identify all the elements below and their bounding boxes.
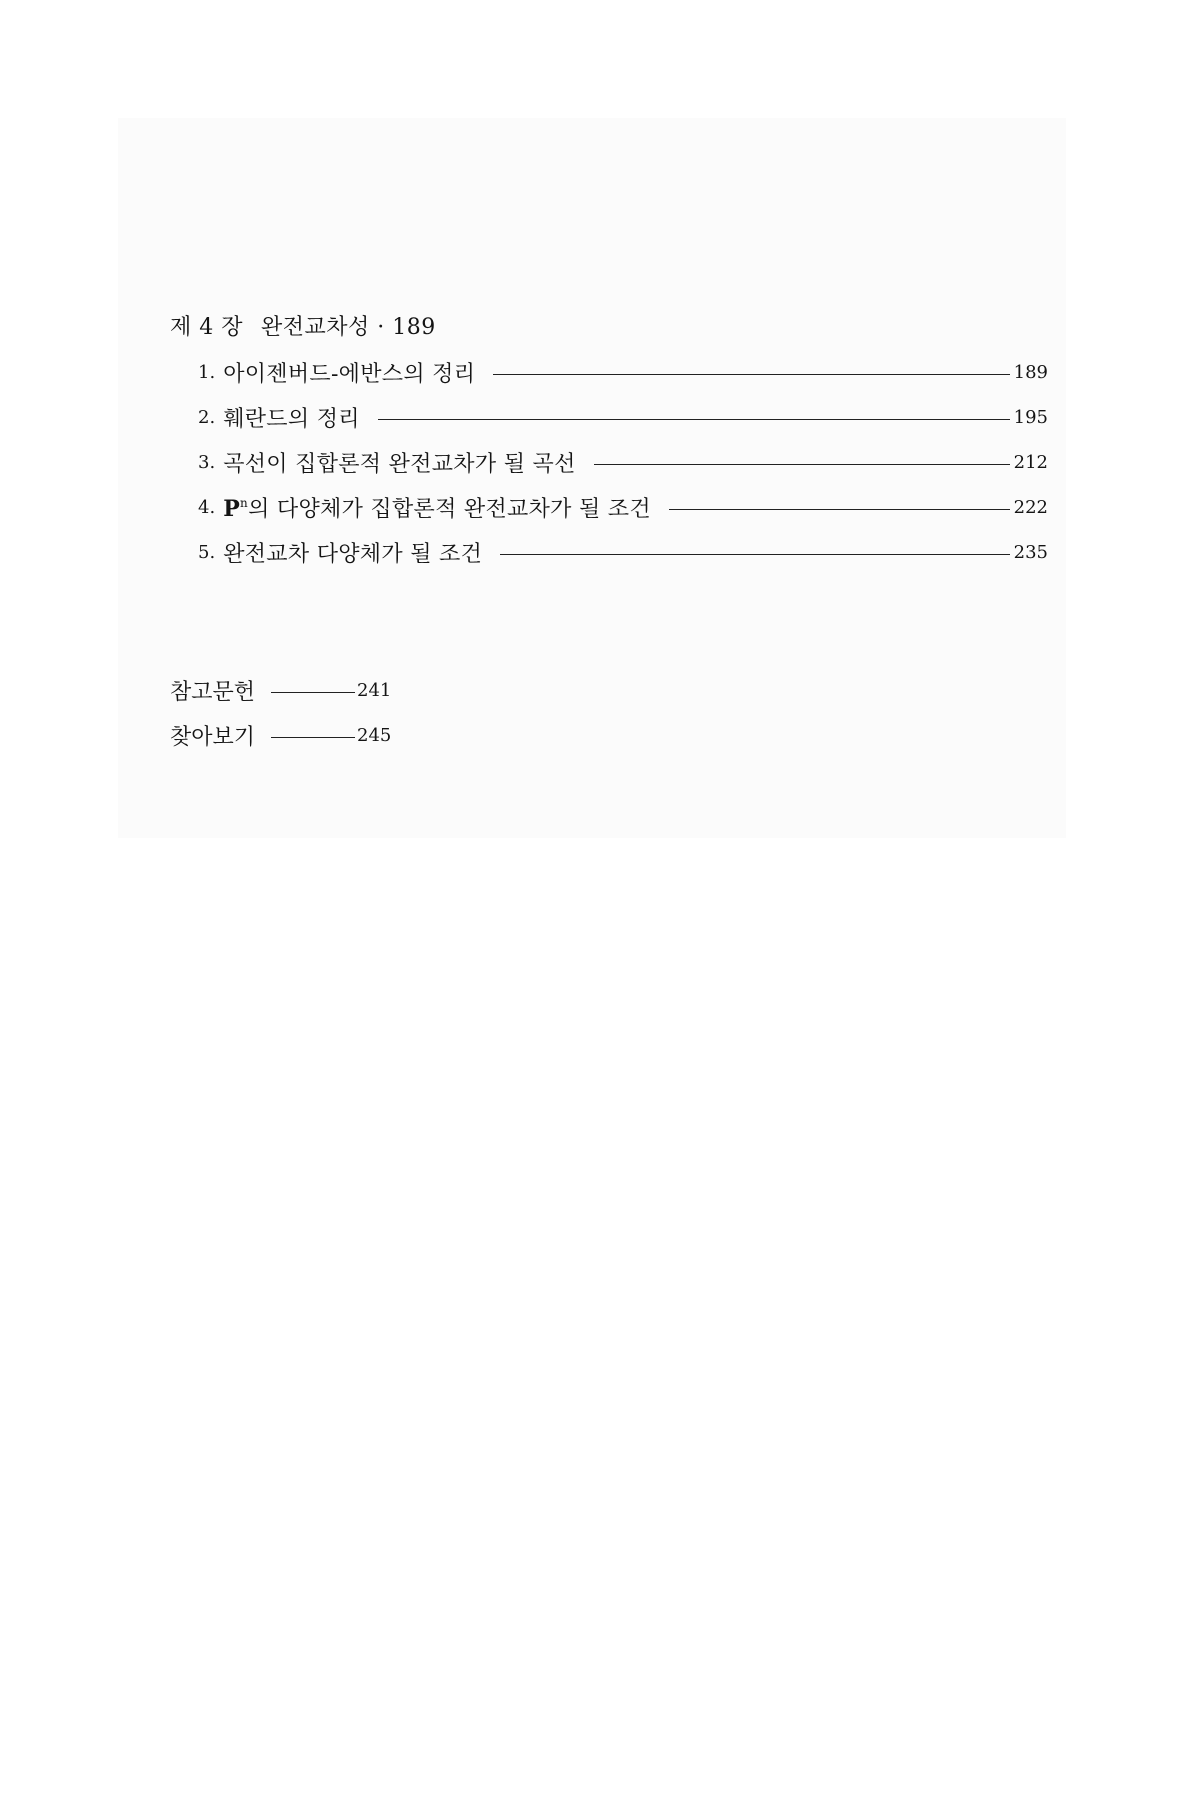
leader-line xyxy=(669,509,1010,510)
entry-page: 195 xyxy=(1013,406,1048,428)
entry-title: 완전교차 다양체가 될 조건 xyxy=(223,541,483,567)
entry-number: 4. xyxy=(198,496,216,518)
leader-line xyxy=(378,419,1010,420)
back-matter-entry-index[interactable] xyxy=(170,720,391,750)
entry-number: 5. xyxy=(198,541,216,563)
entry-page: 235 xyxy=(1013,541,1048,563)
toc-entry[interactable] xyxy=(198,537,1048,567)
toc-entry[interactable] xyxy=(198,492,1048,522)
entry-page: 189 xyxy=(1013,361,1048,383)
chapter-title: 완전교차성 xyxy=(261,315,370,340)
back-matter-page: 245 xyxy=(357,724,392,746)
chapter-page: 189 xyxy=(392,315,436,340)
back-matter-title: 참고문헌 xyxy=(170,679,256,705)
leader-line xyxy=(500,554,1010,555)
back-matter-page: 241 xyxy=(357,679,392,701)
chapter-heading xyxy=(170,310,436,341)
entry-page: 212 xyxy=(1013,451,1048,473)
entry-number: 1. xyxy=(198,361,216,383)
leader-line xyxy=(594,464,1010,465)
entry-title: 아이젠버드-에반스의 정리 xyxy=(223,361,476,387)
chapter-separator: · xyxy=(377,315,385,340)
entry-page: 222 xyxy=(1013,496,1048,518)
leader-line xyxy=(271,692,355,693)
chapter-label: 제 4 장 xyxy=(170,315,243,340)
entry-title xyxy=(223,492,651,523)
entry-number: 3. xyxy=(198,451,216,473)
entry-title: 곡선이 집합론적 완전교차가 될 곡선 xyxy=(223,451,576,477)
entry-number: 2. xyxy=(198,406,216,428)
toc-entry[interactable] xyxy=(198,402,1048,432)
entry-title-superscript: n xyxy=(240,495,249,510)
toc-entry[interactable] xyxy=(198,447,1048,477)
entry-title-text: 의 다양체가 집합론적 완전교차가 될 조건 xyxy=(248,496,651,522)
leader-line xyxy=(271,737,355,738)
back-matter-title: 찾아보기 xyxy=(170,724,256,750)
entry-title: 훼란드의 정리 xyxy=(223,406,360,432)
back-matter-entry-references[interactable] xyxy=(170,675,391,705)
leader-line xyxy=(493,374,1009,375)
toc-entry[interactable] xyxy=(198,357,1048,387)
entry-title-prefix: P xyxy=(223,495,241,522)
